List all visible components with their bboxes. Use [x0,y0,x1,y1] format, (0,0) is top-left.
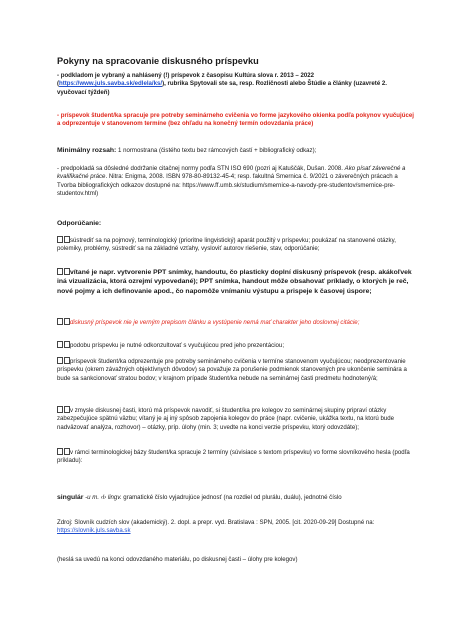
dictionary-entry [57,494,418,502]
box-icon [64,236,70,243]
source-reference [57,519,418,536]
bullet-item [57,318,418,327]
document-title: Pokyny na spracovanie diskusného príspevku [57,56,259,66]
footer-note: (heslá sa uvedú na konci odovzdaného materiálu, po diskusnej časti – úlohy pre kolegov) [57,556,298,563]
citation-text-2: . Nitra: Enigma, 2008. ISBN 978-80-89132-45-4; resp. fakultná Smernica č. 9/2021 o záverečných prácach a Tvorba bibliografických odkazov dostupné na: https://www.ff.umb.sk/studium/smernice-a-navody-pre-studentov/smernice-pre-studentov.html) [57,173,398,198]
entry-abbrev: -u m. ‹l› lingv. [85,494,122,501]
bullet-item [57,341,418,350]
bullet-text: príspevok študent/ka odprezentuje pre potreby seminárneho cvičenia v termíne stanovenom vyučujúcou; neodprezentovanie príspevku (okrem závažných objektívnych dôvodov) sa považuje za porušenie podmienok stanovených pre ukončenie seminára a bude sa sankcionovať stratou bodov; v krajnom prípade študent/ka nebude na seminárnej časti predmetu hodnotený/á; [57,358,407,382]
minimal-scope-label: Minimálny rozsah: [57,147,117,154]
source-text-before: - podkladom je vybraný a nahlásený (!) príspevok z časopisu Kultúra slova r. 2013 – 2022 ( [57,72,315,88]
bullet-item [57,268,418,296]
box-icon [64,357,70,364]
bullet-text: vítané je napr. vytvorenie PPT snímky, handoutu, čo plasticky doplní diskusný príspevok (resp. akákoľvek iná vizualizácia, ktorá ozrejmí vypovedané); PPT snímka, handout môže obsahovať príklady, o ktorých je reč, nové pojmy a ich definovanie apod., čo napomôže vnímaniu výstupu a prispeje k časovej úspore; [57,269,412,295]
box-icon [57,448,63,455]
box-icon [64,448,70,455]
box-icon [57,341,63,348]
box-icon [57,318,63,325]
bullet-item [57,236,418,254]
bullet-text: podobu príspevku je nutné odkonzultovať s vyučujúcou pred jeho prezentáciou; [70,342,285,349]
box-icon [64,341,70,348]
box-icon [64,318,70,325]
paragraph-presentation: - príspevok študent/ka spracuje pre potreby seminárneho cvičenia vo forme jazykového okienka podľa pokynov vyučujúcej a odprezentuje v stanovenom termíne (bez ohľadu na konečný termín odovzdania práce) [57,112,414,128]
bullet-text: v zmysle diskusnej časti, ktorú má príspevok navodiť, si študent/ka pre kolegov zo seminárnej skupiny pripraví otázky zabezpečujúce spätnú väzbu; vítaný je aj iný spôsob zapojenia kolegov do práce (napr. cvičenie, ukážka textu, na ktorú bude nadväzovať analýza, rozhovor) – otázky, príp. úlohy (min. 3; uvedte na konci verzie príspevku, ktorý odovzdáte); [57,407,395,431]
paragraph-source [57,72,418,97]
box-icon [64,406,70,413]
bullet-item [57,406,418,432]
entry-headword: singulár [57,494,84,501]
dictionary-link[interactable]: https://slovnik.juls.savba.sk [57,527,131,535]
box-icon [57,236,63,243]
box-icon [57,406,63,413]
bullet-item [57,357,418,383]
box-icon [57,268,63,275]
minimal-scope-text: 1 normostrana (čistého textu bez rámcových častí + bibliografický odkaz); [118,147,317,154]
paragraph-citation [57,165,418,199]
bullet-item [57,448,418,466]
entry-definition: gramatické číslo vyjadrujúce jednosť (na rozdiel od plurálu, duálu), jednotné číslo [121,494,342,501]
citation-italic-title: Ako písať záverečné a kvalifikačné práce [57,165,406,181]
recommendation-heading: Odporúčanie: [57,220,102,227]
minimal-scope [57,147,418,155]
source-text-after: ), rubrika Spytovali ste sa, resp. Rozličnosti alebo Štúdie a články (uzavreté 2. vyučovací týždeň) [57,80,387,96]
citation-text-1: - predpokladá sa dôsledné dodržanie citačnej normy podľa STN ISO 690 (pozri aj Katuščák, Dušan. 2008. [57,165,345,172]
bullet-text: diskusný príspevok nie je verným prepisom článku a vystúpenie nemá mať charakter jeho doslovnej citácie; [70,319,360,326]
source-link[interactable]: https://www.juls.savba.sk/edlela/ks/ [59,80,163,88]
box-icon [57,357,63,364]
bullet-text: v rámci terminologickej bázy študent/ka spracuje 2 termíny (súvisiace s textom príspevku) vo forme slovníkového hesla (podľa príkladu): [57,449,410,465]
bullet-text: sústrediť sa na pojmový, terminologický (prioritne lingvistický) aparát použitý v príspevku; poukázať na stanovené otázky, polemiky, problémy, sústrediť sa na základné vzťahy, vysloviť autorov riešenie, stav, odporúčanie; [57,237,396,253]
source-reference-text: Zdroj: Slovník cudzích slov (akademický). 2. dopl. a prepr. vyd. Bratislava : SPN, 2005. [cit. 2020-09-29] Dostupné na: [57,519,375,526]
box-icon [64,268,70,275]
